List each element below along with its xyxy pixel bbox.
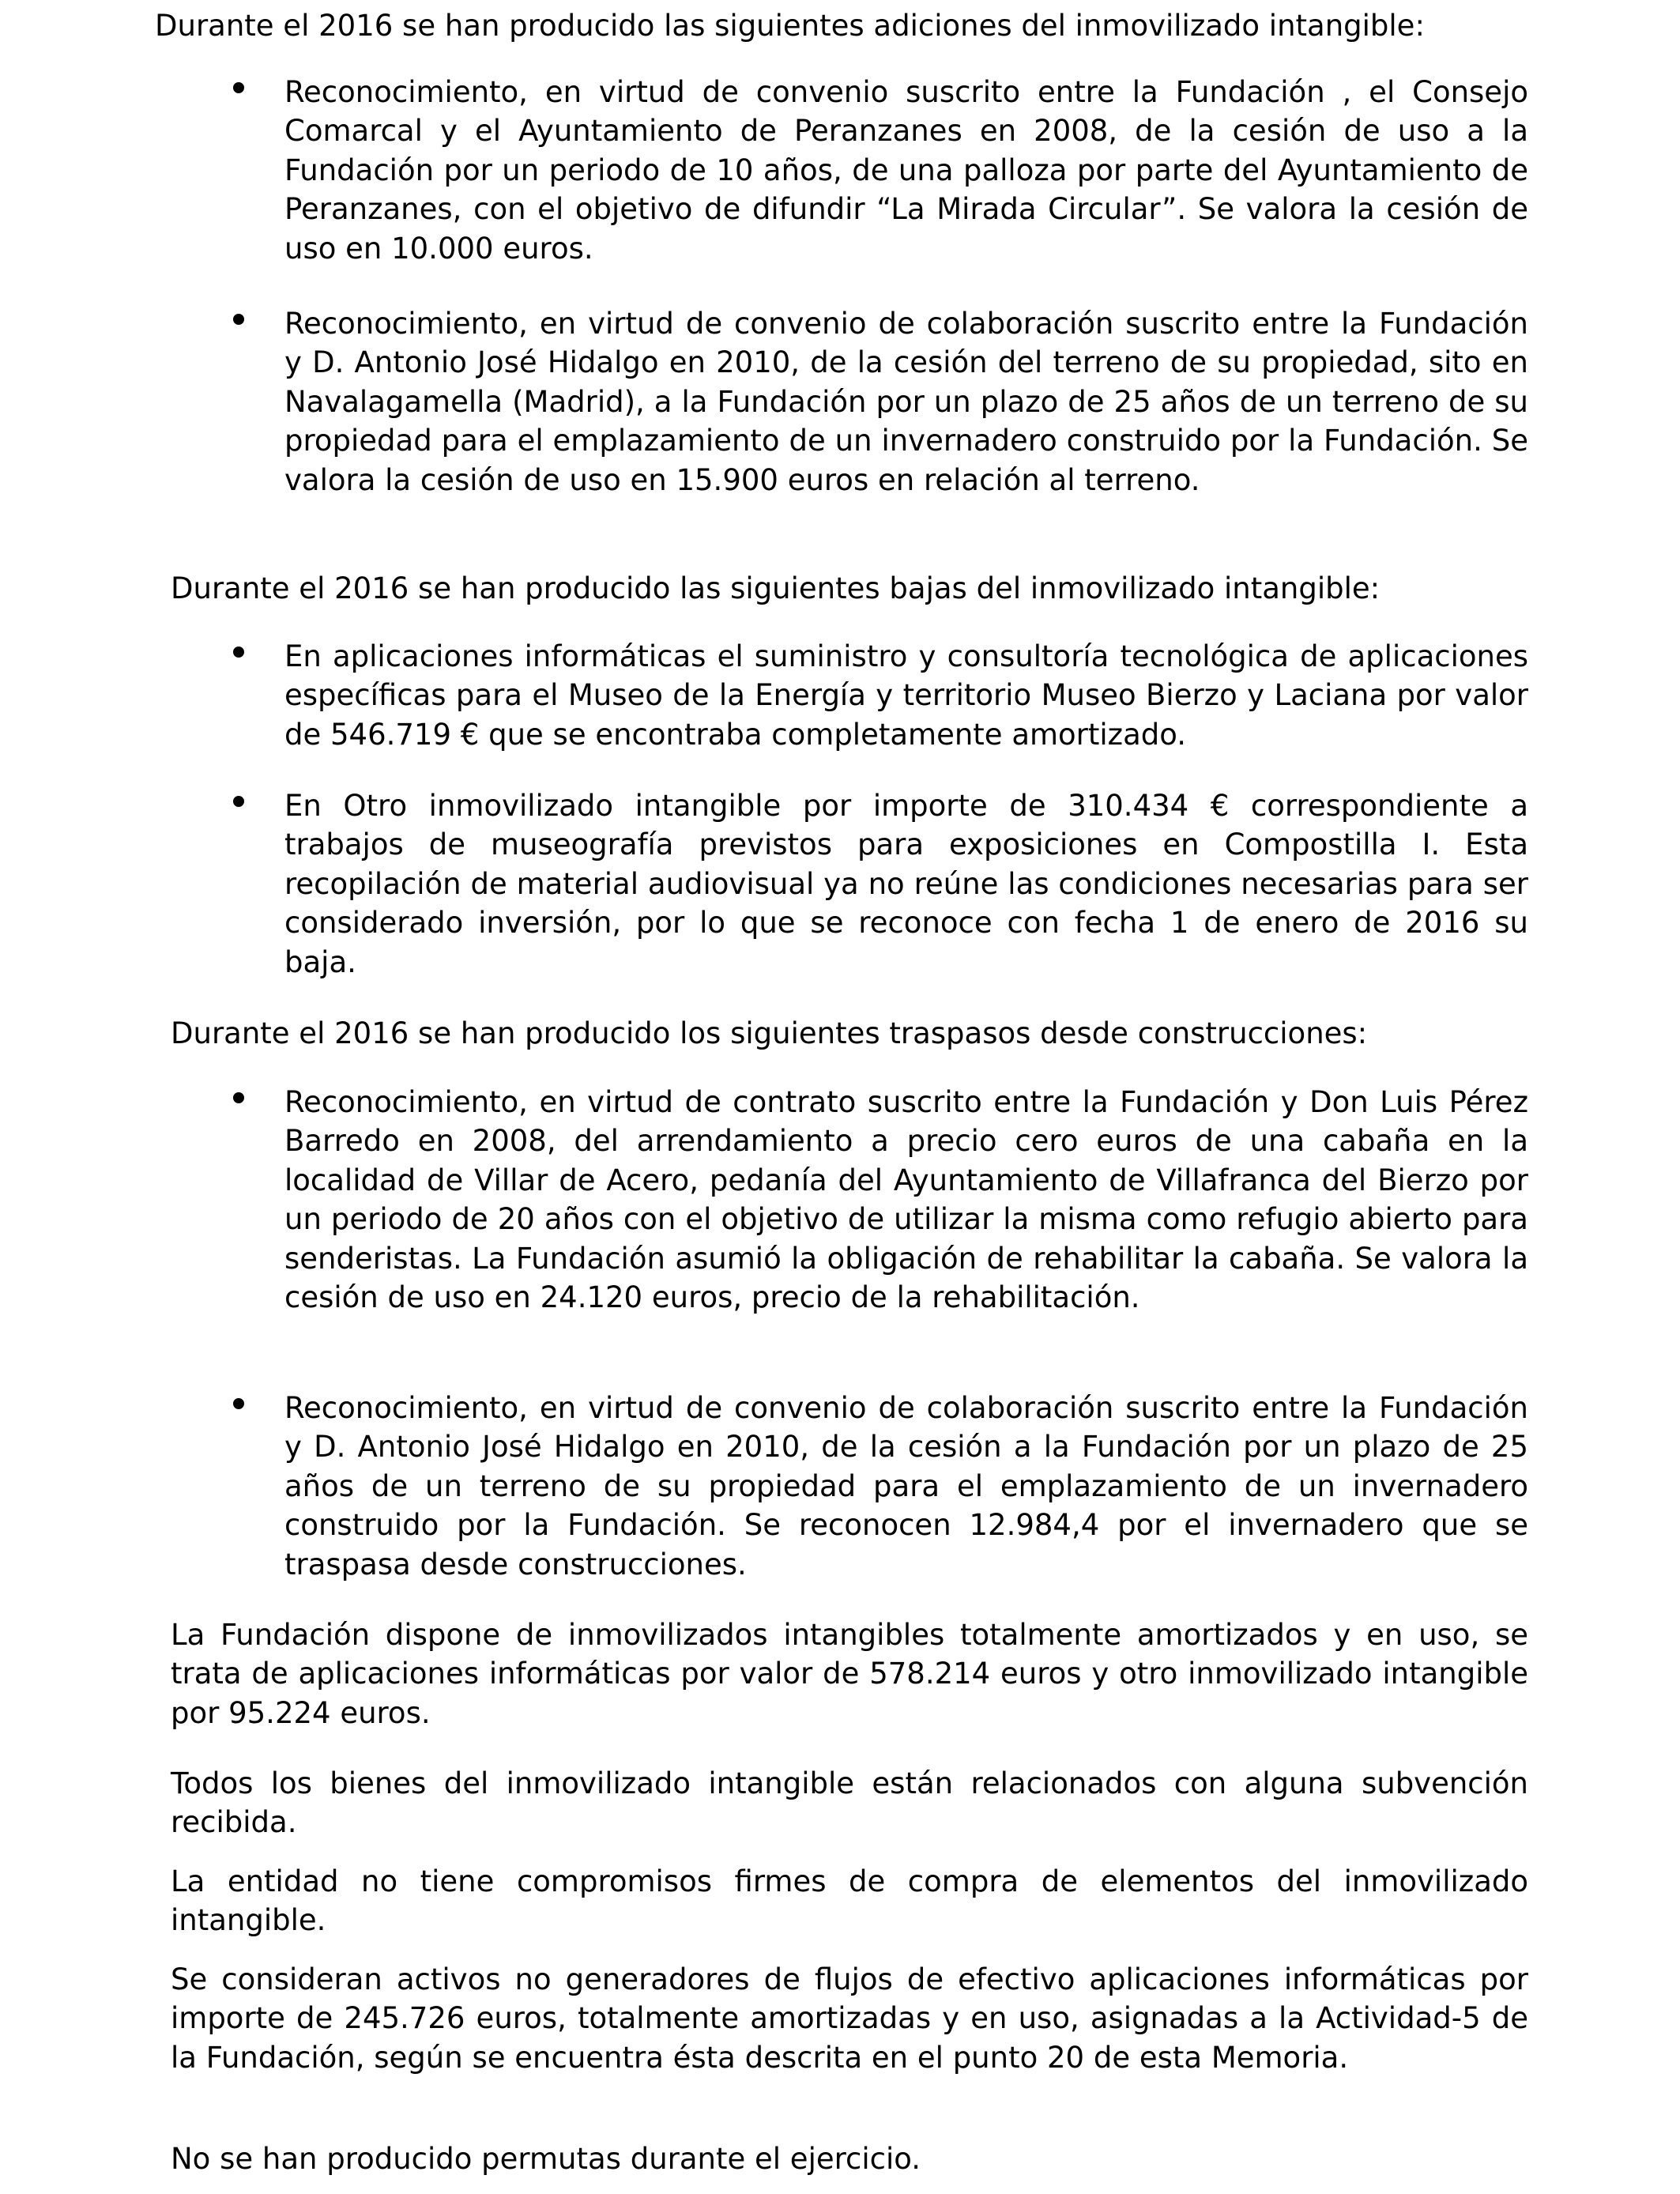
- paragraph-activos-no-generadores: Se consideran activos no generadores de flujos de efectivo aplicaciones informáticas por importe de 245.726 euros, totalmente amortizadas y en uso, asignadas a la Actividad-5 de la Fundación, según se encuentra ésta descrita en el punto 20 de esta Memoria.: [171, 1962, 1528, 2075]
- bullet-icon: [233, 1398, 244, 1409]
- bullet-icon: [233, 796, 244, 807]
- list-item-text: Reconocimiento, en virtud de convenio de colaboración suscrito entre la Fundación y D. Antonio José Hidalgo en 2010, de la cesión del terreno de su propiedad, sito en Navalagamella (Madrid), a la Fundación por un plazo de 25 años de un terreno de su propiedad para el emplazamiento de un invernadero construido por la Fundación. Se valora la cesión de uso en 15.900 euros en relación al terreno.: [284, 307, 1528, 497]
- list-item-text: Reconocimiento, en virtud de convenio suscrito entre la Fundación , el Consejo Comarcal y el Ayuntamiento de Peranzanes en 2008, de la cesión de uso a la Fundación por un periodo de 10 años, de una palloza por parte del Ayuntamiento de Peranzanes, con el objetivo de difundir “La Mirada Circular”. Se valora la cesión de uso en 10.000 euros.: [284, 75, 1528, 266]
- section-heading-adiciones: Durante el 2016 se han producido las siguientes adiciones del inmovilizado intangible:: [155, 9, 1425, 43]
- paragraph-compromisos: La entidad no tiene compromisos firmes de compra de elementos del inmovilizado intangible.: [171, 1864, 1528, 1938]
- list-item-text: En aplicaciones informáticas el suministro y consultoría tecnológica de aplicaciones específicas para el Museo de la Energía y territorio Museo Bierzo y Laciana por valor de 546.719 € que se encontraba completamente amortizado.: [284, 639, 1528, 752]
- section-heading-bajas: Durante el 2016 se han producido las siguientes bajas del inmovilizado intangible:: [171, 571, 1381, 605]
- bullet-icon: [233, 82, 244, 93]
- list-item: [284, 637, 1528, 754]
- paragraph-subvencion: Todos los bienes del inmovilizado intangible están relacionados con alguna subvención recibida.: [171, 1766, 1528, 1840]
- list-item: [284, 304, 1528, 499]
- list-item-text: En Otro inmovilizado intangible por importe de 310.434 € correspondiente a trabajos de museografía previstos para exposiciones en Compostilla I. Esta recopilación de material audiovisual ya no reúne las condiciones necesarias para ser considerado inversión, por lo que se reconoce con fecha 1 de enero de 2016 su baja.: [284, 789, 1528, 979]
- bullet-icon: [233, 647, 244, 658]
- list-item-text: Reconocimiento, en virtud de contrato suscrito entre la Fundación y Don Luis Pérez Barredo en 2008, del arrendamiento a precio cero euros de una cabaña en la localidad de Villar de Acero, pedanía del Ayuntamiento de Villafranca del Bierzo por un periodo de 20 años con el objetivo de utilizar la misma como refugio abierto para senderistas. La Fundación asumió la obligación de rehabilitar la cabaña. Se valora la cesión de uso en 24.120 euros, precio de la rehabilitación.: [284, 1085, 1528, 1315]
- paragraph-permutas: No se han producido permutas durante el ejercicio.: [171, 2142, 921, 2176]
- paragraph-amortizados: La Fundación dispone de inmovilizados intangibles totalmente amortizados y en uso, se trata de aplicaciones informáticas por valor de 578.214 euros y otro inmovilizado intangible por 95.224 euros.: [171, 1618, 1528, 1730]
- list-item-text: Reconocimiento, en virtud de convenio de colaboración suscrito entre la Fundación y D. Antonio José Hidalgo en 2010, de la cesión a la Fundación por un plazo de 25 años de un terreno de su propiedad para el emplazamiento de un invernadero construido por la Fundación. Se reconocen 12.984,4 por el invernadero que se traspasa desde construcciones.: [284, 1391, 1528, 1581]
- bullet-icon: [233, 1092, 244, 1103]
- section-heading-traspasos: Durante el 2016 se han producido los siguientes traspasos desde construcciones:: [171, 1016, 1368, 1050]
- bullet-icon: [233, 314, 244, 325]
- list-item: [284, 1083, 1528, 1317]
- list-item: [284, 786, 1528, 982]
- list-item: [284, 1389, 1528, 1584]
- list-item: [284, 73, 1528, 268]
